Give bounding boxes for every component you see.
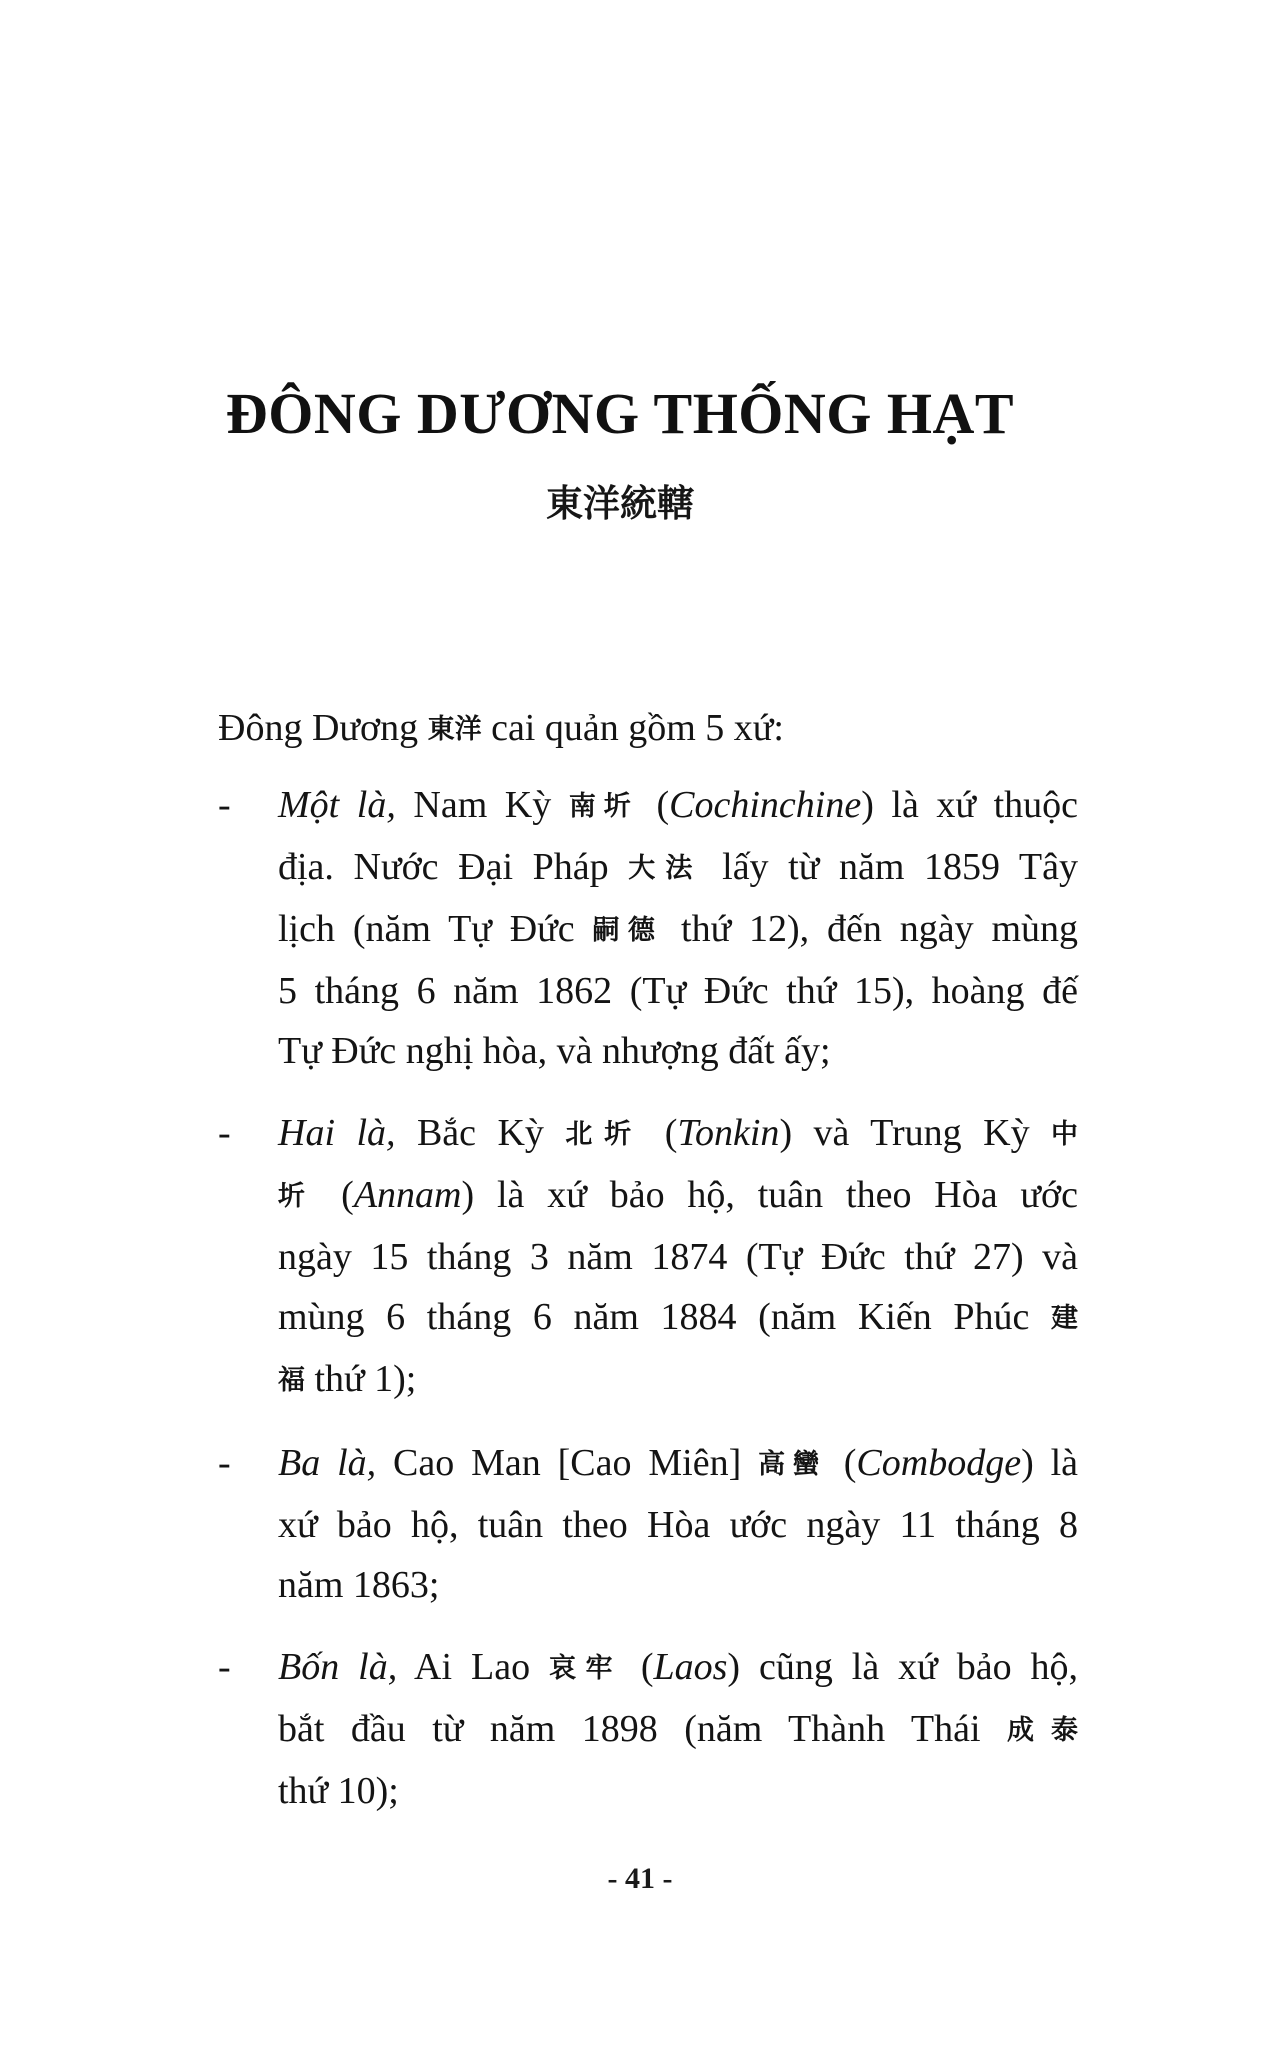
italic-text: Hai là, <box>278 1112 396 1154</box>
intro-paragraph <box>218 698 1078 760</box>
italic-text: Ba là, <box>278 1442 377 1484</box>
text-line <box>278 899 1078 961</box>
list-item-text <box>278 1103 1078 1411</box>
han-characters: 建 <box>1051 1303 1078 1334</box>
text-line <box>278 1165 1078 1227</box>
list-item-text <box>278 1433 1078 1615</box>
text-line <box>278 1699 1078 1761</box>
text-line <box>278 775 1078 837</box>
list-item-ai-lao <box>218 1637 1078 1821</box>
text-run: Ai Lao <box>397 1646 550 1688</box>
text-line <box>278 1287 1078 1349</box>
text-run: ( <box>826 1442 857 1484</box>
text-run: lấy từ năm 1859 Tây <box>702 846 1078 888</box>
intro-text-after: cai quản gồm 5 xứ: <box>481 707 784 749</box>
list-item-cao-man <box>218 1433 1078 1615</box>
intro-text-before: Đông Dương <box>218 707 428 749</box>
italic-text: Bốn là, <box>278 1646 398 1688</box>
page-number: - 41 - <box>607 1862 673 1895</box>
text-line <box>278 1637 1078 1699</box>
text-run: ( <box>643 1112 678 1154</box>
list-dash-marker: - <box>218 1112 231 1154</box>
italic-text: Annam <box>353 1174 462 1216</box>
text-run: lịch (năm Tự Đức <box>278 908 593 950</box>
italic-text: Một là, <box>278 784 396 826</box>
text-line <box>278 1495 1078 1555</box>
text-run: ( <box>638 784 670 826</box>
text-line <box>278 1433 1078 1495</box>
text-run: 5 tháng 6 năm 1862 (Tự Đức thứ 15), hoàng đế <box>278 970 1078 1012</box>
han-characters: 哀牢 <box>549 1653 622 1684</box>
text-run: thứ 12), đến ngày mùng <box>663 908 1078 950</box>
text-run: xứ bảo hộ, tuân theo Hòa ước ngày 11 tháng 8 <box>278 1504 1078 1546</box>
text-run: ) là <box>1021 1442 1079 1484</box>
text-line <box>278 837 1078 899</box>
intro-han-text: 東洋 <box>427 714 482 745</box>
list-dash-marker: - <box>218 1442 231 1484</box>
han-characters: 中 <box>1051 1119 1079 1150</box>
text-line <box>278 1227 1078 1287</box>
text-run: Tự Đức nghị hòa, và nhượng đất ấy; <box>278 1030 831 1072</box>
text-line <box>278 1103 1078 1165</box>
list-dash-marker: - <box>218 1646 231 1688</box>
text-run: thứ 1); <box>305 1358 417 1400</box>
han-characters: 南圻 <box>568 791 639 822</box>
text-run: ( <box>318 1174 354 1216</box>
text-line <box>278 961 1078 1021</box>
text-line <box>278 1761 1078 1821</box>
chapter-title: ĐÔNG DƯƠNG THỐNG HẠT <box>225 381 1015 446</box>
chapter-subtitle-han: 東洋統轄 <box>546 482 694 525</box>
text-line <box>278 1349 1078 1411</box>
text-run: Bắc Kỳ <box>395 1112 566 1154</box>
han-characters: 圻 <box>278 1181 319 1212</box>
body-text <box>218 698 1078 1843</box>
text-run: mùng 6 tháng 6 năm 1884 (năm Kiến Phúc <box>278 1296 1051 1338</box>
text-run: ) là xứ thuộc <box>861 784 1078 826</box>
italic-text: Tonkin <box>677 1112 780 1154</box>
list-item-nam-ky <box>218 775 1078 1081</box>
text-run: Nam Kỳ <box>395 784 569 826</box>
text-run: ngày 15 tháng 3 năm 1874 (Tự Đức thứ 27) và <box>278 1236 1078 1278</box>
han-characters: 大法 <box>628 853 703 884</box>
han-characters: 高蠻 <box>758 1449 827 1480</box>
list-item-text <box>278 775 1078 1081</box>
text-run: thứ 10); <box>278 1770 399 1812</box>
italic-text: Laos <box>653 1646 728 1688</box>
text-run: bắt đầu từ năm 1898 (năm Thành Thái <box>278 1708 1008 1750</box>
text-run: ( <box>621 1646 654 1688</box>
text-run: ) là xứ bảo hộ, tuân theo Hòa ước <box>461 1174 1078 1216</box>
italic-text: Cochinchine <box>669 784 862 826</box>
han-characters: 福 <box>278 1365 305 1396</box>
han-characters: 嗣德 <box>592 915 664 946</box>
list-item-text <box>278 1637 1078 1821</box>
text-run: Cao Man [Cao Miên] <box>376 1442 759 1484</box>
han-characters: 成泰 <box>1007 1715 1078 1746</box>
list-dash-marker: - <box>218 784 231 826</box>
text-run: ) cũng là xứ bảo hộ, <box>727 1646 1078 1688</box>
text-line <box>278 1021 1078 1081</box>
han-characters: 北圻 <box>565 1119 644 1150</box>
text-line <box>278 1555 1078 1615</box>
territory-list <box>218 775 1078 1821</box>
text-run: địa. Nước Đại Pháp <box>278 846 629 888</box>
text-run: ) và Trung Kỳ <box>779 1112 1052 1154</box>
text-run: năm 1863; <box>278 1564 440 1606</box>
italic-text: Combodge <box>856 1442 1022 1484</box>
list-item-bac-ky-trung-ky <box>218 1103 1078 1411</box>
